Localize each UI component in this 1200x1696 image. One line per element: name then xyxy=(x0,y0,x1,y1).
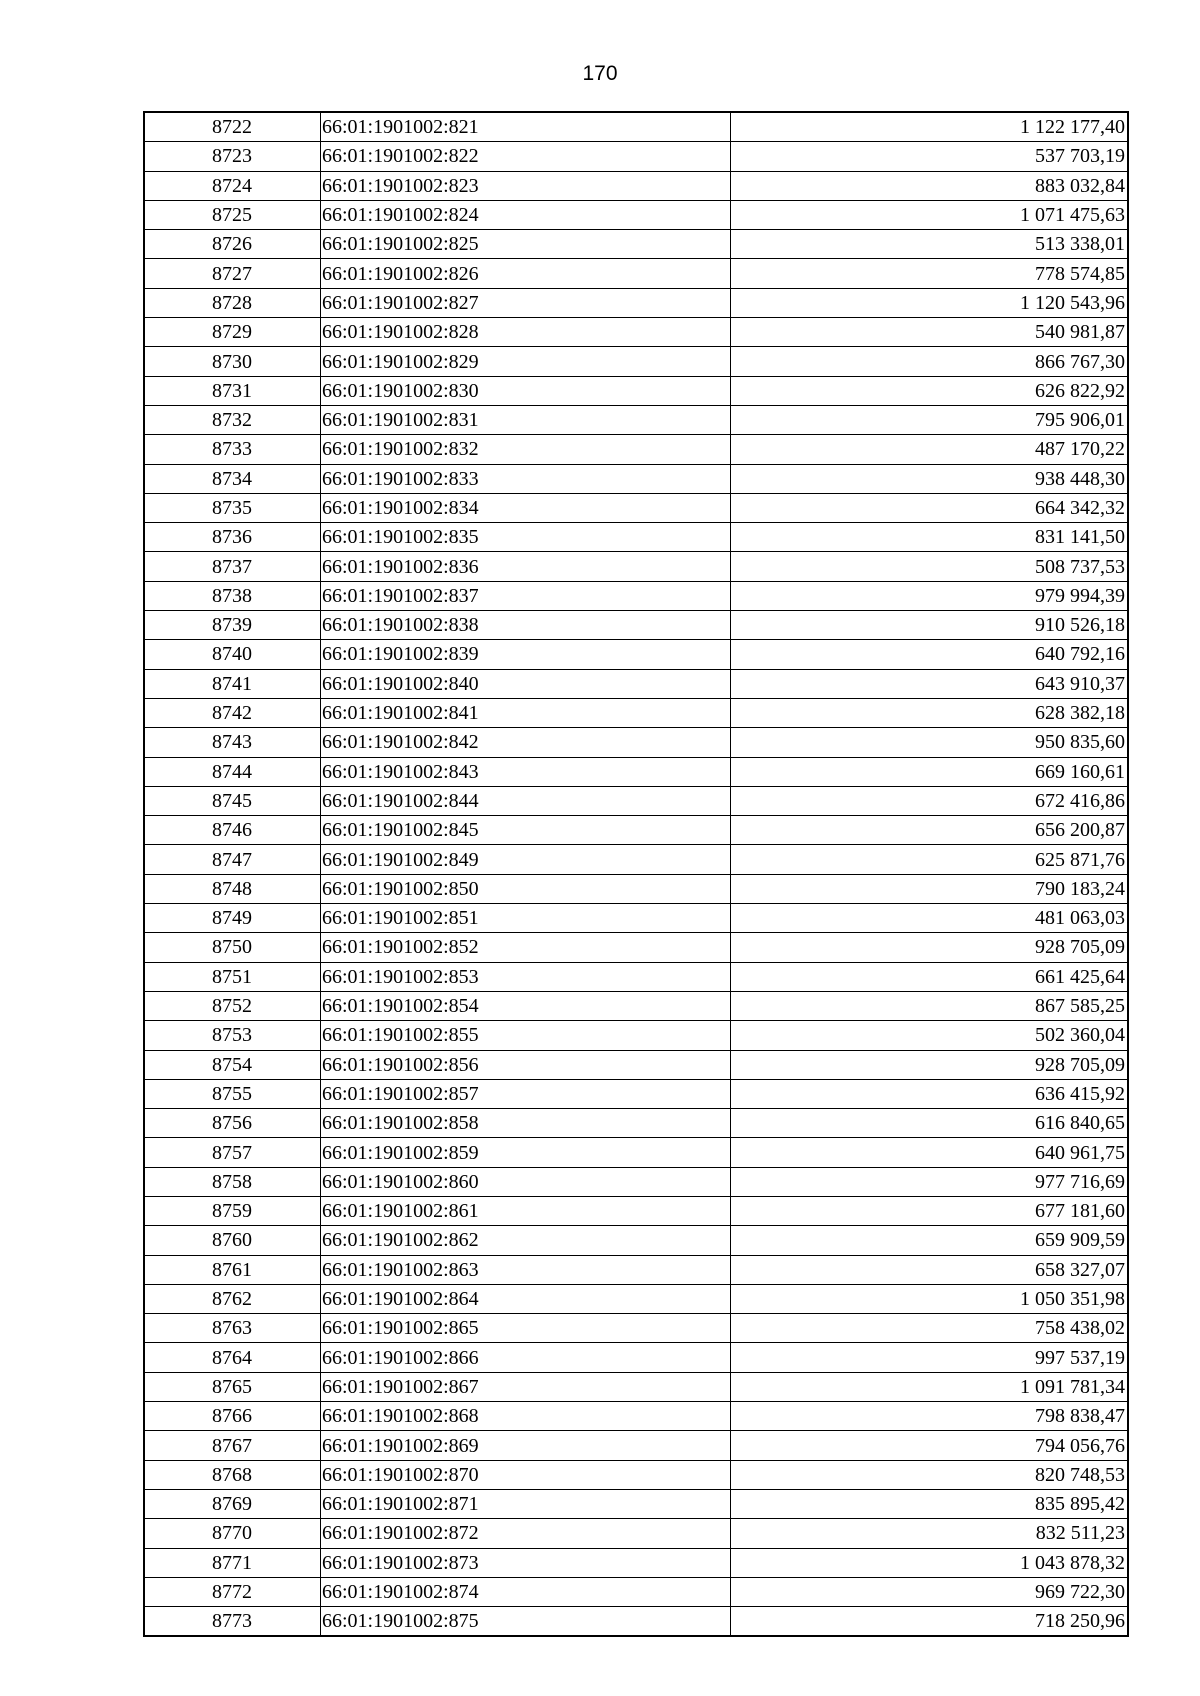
table-row xyxy=(144,1343,1128,1372)
row-number-cell: 8740 xyxy=(144,640,321,669)
row-number-cell: 8758 xyxy=(144,1167,321,1196)
table-row xyxy=(144,288,1128,317)
row-number-cell: 8761 xyxy=(144,1255,321,1284)
row-number-cell: 8754 xyxy=(144,1050,321,1079)
row-number-cell: 8722 xyxy=(144,112,321,142)
row-number-cell: 8742 xyxy=(144,698,321,727)
cadastral-number-cell: 66:01:1901002:845 xyxy=(321,816,731,845)
cadastral-value-cell: 832 511,23 xyxy=(731,1519,1129,1548)
cadastral-value-cell: 1 122 177,40 xyxy=(731,112,1129,142)
cadastral-number-cell: 66:01:1901002:865 xyxy=(321,1314,731,1343)
table-row xyxy=(144,1255,1128,1284)
table-row xyxy=(144,112,1128,142)
row-number-cell: 8755 xyxy=(144,1079,321,1108)
row-number-cell: 8763 xyxy=(144,1314,321,1343)
row-number-cell: 8752 xyxy=(144,991,321,1020)
cadastral-value-cell: 508 737,53 xyxy=(731,552,1129,581)
table-row xyxy=(144,493,1128,522)
row-number-cell: 8757 xyxy=(144,1138,321,1167)
cadastral-number-cell: 66:01:1901002:857 xyxy=(321,1079,731,1108)
row-number-cell: 8748 xyxy=(144,874,321,903)
row-number-cell: 8743 xyxy=(144,728,321,757)
cadastral-number-cell: 66:01:1901002:827 xyxy=(321,288,731,317)
cadastral-value-cell: 643 910,37 xyxy=(731,669,1129,698)
cadastral-number-cell: 66:01:1901002:864 xyxy=(321,1284,731,1313)
cadastral-number-cell: 66:01:1901002:841 xyxy=(321,698,731,727)
page-number: 170 xyxy=(582,62,618,85)
cadastral-value-cell: 656 200,87 xyxy=(731,816,1129,845)
table-row xyxy=(144,1372,1128,1401)
row-number-cell: 8747 xyxy=(144,845,321,874)
table-row xyxy=(144,845,1128,874)
cadastral-number-cell: 66:01:1901002:850 xyxy=(321,874,731,903)
cadastral-value-cell: 540 981,87 xyxy=(731,318,1129,347)
cadastral-number-cell: 66:01:1901002:854 xyxy=(321,991,731,1020)
row-number-cell: 8767 xyxy=(144,1431,321,1460)
cadastral-value-cell: 1 050 351,98 xyxy=(731,1284,1129,1313)
cadastral-value-cell: 677 181,60 xyxy=(731,1196,1129,1225)
row-number-cell: 8726 xyxy=(144,230,321,259)
table-row xyxy=(144,611,1128,640)
cadastral-number-cell: 66:01:1901002:840 xyxy=(321,669,731,698)
table-row xyxy=(144,991,1128,1020)
cadastral-number-cell: 66:01:1901002:863 xyxy=(321,1255,731,1284)
table-row xyxy=(144,1226,1128,1255)
row-number-cell: 8725 xyxy=(144,200,321,229)
table-row xyxy=(144,1519,1128,1548)
table-row xyxy=(144,874,1128,903)
cadastral-value-cell: 910 526,18 xyxy=(731,611,1129,640)
row-number-cell: 8746 xyxy=(144,816,321,845)
cadastral-number-cell: 66:01:1901002:870 xyxy=(321,1460,731,1489)
cadastral-number-cell: 66:01:1901002:861 xyxy=(321,1196,731,1225)
cadastral-value-cell: 718 250,96 xyxy=(731,1607,1129,1637)
row-number-cell: 8749 xyxy=(144,904,321,933)
row-number-cell: 8730 xyxy=(144,347,321,376)
cadastral-number-cell: 66:01:1901002:855 xyxy=(321,1021,731,1050)
cadastral-number-cell: 66:01:1901002:853 xyxy=(321,962,731,991)
cadastral-number-cell: 66:01:1901002:835 xyxy=(321,523,731,552)
cadastral-number-cell: 66:01:1901002:872 xyxy=(321,1519,731,1548)
cadastral-value-cell: 664 342,32 xyxy=(731,493,1129,522)
table-row xyxy=(144,728,1128,757)
row-number-cell: 8770 xyxy=(144,1519,321,1548)
cadastral-number-cell: 66:01:1901002:839 xyxy=(321,640,731,669)
row-number-cell: 8764 xyxy=(144,1343,321,1372)
cadastral-number-cell: 66:01:1901002:822 xyxy=(321,142,731,171)
row-number-cell: 8736 xyxy=(144,523,321,552)
row-number-cell: 8772 xyxy=(144,1577,321,1606)
cadastral-value-cell: 997 537,19 xyxy=(731,1343,1129,1372)
cadastral-value-cell: 798 838,47 xyxy=(731,1402,1129,1431)
table-row xyxy=(144,347,1128,376)
cadastral-value-cell: 487 170,22 xyxy=(731,435,1129,464)
cadastral-value-cell: 513 338,01 xyxy=(731,230,1129,259)
cadastral-number-cell: 66:01:1901002:851 xyxy=(321,904,731,933)
cadastral-value-cell: 640 961,75 xyxy=(731,1138,1129,1167)
cadastral-value-cell: 1 043 878,32 xyxy=(731,1548,1129,1577)
cadastral-value-cell: 659 909,59 xyxy=(731,1226,1129,1255)
cadastral-number-cell: 66:01:1901002:868 xyxy=(321,1402,731,1431)
cadastral-number-cell: 66:01:1901002:843 xyxy=(321,757,731,786)
table-row xyxy=(144,1402,1128,1431)
table-row xyxy=(144,142,1128,171)
cadastral-value-cell: 669 160,61 xyxy=(731,757,1129,786)
cadastral-value-cell: 1 091 781,34 xyxy=(731,1372,1129,1401)
row-number-cell: 8756 xyxy=(144,1109,321,1138)
row-number-cell: 8723 xyxy=(144,142,321,171)
cadastral-number-cell: 66:01:1901002:875 xyxy=(321,1607,731,1637)
cadastral-value-cell: 950 835,60 xyxy=(731,728,1129,757)
cadastral-number-cell: 66:01:1901002:874 xyxy=(321,1577,731,1606)
cadastral-number-cell: 66:01:1901002:825 xyxy=(321,230,731,259)
row-number-cell: 8731 xyxy=(144,376,321,405)
cadastral-value-cell: 537 703,19 xyxy=(731,142,1129,171)
cadastral-value-cell: 616 840,65 xyxy=(731,1109,1129,1138)
table-row xyxy=(144,200,1128,229)
table-row xyxy=(144,581,1128,610)
cadastral-number-cell: 66:01:1901002:824 xyxy=(321,200,731,229)
table-row xyxy=(144,1138,1128,1167)
cadastral-number-cell: 66:01:1901002:842 xyxy=(321,728,731,757)
cadastral-value-cell: 969 722,30 xyxy=(731,1577,1129,1606)
table-row xyxy=(144,1460,1128,1489)
cadastral-number-cell: 66:01:1901002:826 xyxy=(321,259,731,288)
cadastral-value-cell: 794 056,76 xyxy=(731,1431,1129,1460)
cadastral-number-cell: 66:01:1901002:836 xyxy=(321,552,731,581)
cadastral-value-cell: 866 767,30 xyxy=(731,347,1129,376)
cadastral-number-cell: 66:01:1901002:859 xyxy=(321,1138,731,1167)
row-number-cell: 8735 xyxy=(144,493,321,522)
cadastral-number-cell: 66:01:1901002:849 xyxy=(321,845,731,874)
row-number-cell: 8765 xyxy=(144,1372,321,1401)
cadastral-value-cell: 628 382,18 xyxy=(731,698,1129,727)
cadastral-value-cell: 481 063,03 xyxy=(731,904,1129,933)
row-number-cell: 8760 xyxy=(144,1226,321,1255)
table-row xyxy=(144,1109,1128,1138)
table-row xyxy=(144,757,1128,786)
table-row xyxy=(144,1548,1128,1577)
cadastral-value-cell: 928 705,09 xyxy=(731,1050,1129,1079)
row-number-cell: 8744 xyxy=(144,757,321,786)
table-row xyxy=(144,1021,1128,1050)
cadastral-value-cell: 1 071 475,63 xyxy=(731,200,1129,229)
cadastral-value-cell: 502 360,04 xyxy=(731,1021,1129,1050)
cadastral-value-cell: 820 748,53 xyxy=(731,1460,1129,1489)
cadastral-number-cell: 66:01:1901002:852 xyxy=(321,933,731,962)
table-row xyxy=(144,1607,1128,1637)
row-number-cell: 8734 xyxy=(144,464,321,493)
table-row xyxy=(144,376,1128,405)
cadastral-value-cell: 979 994,39 xyxy=(731,581,1129,610)
table-row xyxy=(144,786,1128,815)
table-row xyxy=(144,1314,1128,1343)
cadastral-value-cell: 640 792,16 xyxy=(731,640,1129,669)
table-row xyxy=(144,318,1128,347)
table-row xyxy=(144,464,1128,493)
cadastral-number-cell: 66:01:1901002:858 xyxy=(321,1109,731,1138)
cadastral-number-cell: 66:01:1901002:862 xyxy=(321,1226,731,1255)
row-number-cell: 8724 xyxy=(144,171,321,200)
row-number-cell: 8759 xyxy=(144,1196,321,1225)
cadastral-value-cell: 636 415,92 xyxy=(731,1079,1129,1108)
table-row xyxy=(144,405,1128,434)
row-number-cell: 8732 xyxy=(144,405,321,434)
table-row xyxy=(144,1079,1128,1108)
cadastral-value-cell: 1 120 543,96 xyxy=(731,288,1129,317)
cadastral-number-cell: 66:01:1901002:867 xyxy=(321,1372,731,1401)
table-row xyxy=(144,259,1128,288)
cadastral-number-cell: 66:01:1901002:866 xyxy=(321,1343,731,1372)
row-number-cell: 8733 xyxy=(144,435,321,464)
cadastral-value-cell: 625 871,76 xyxy=(731,845,1129,874)
row-number-cell: 8745 xyxy=(144,786,321,815)
row-number-cell: 8750 xyxy=(144,933,321,962)
cadastral-number-cell: 66:01:1901002:830 xyxy=(321,376,731,405)
table-row xyxy=(144,1196,1128,1225)
row-number-cell: 8762 xyxy=(144,1284,321,1313)
table-row xyxy=(144,933,1128,962)
table-row xyxy=(144,816,1128,845)
table-row xyxy=(144,1167,1128,1196)
row-number-cell: 8727 xyxy=(144,259,321,288)
cadastral-number-cell: 66:01:1901002:838 xyxy=(321,611,731,640)
row-number-cell: 8741 xyxy=(144,669,321,698)
row-number-cell: 8739 xyxy=(144,611,321,640)
row-number-cell: 8753 xyxy=(144,1021,321,1050)
cadastral-number-cell: 66:01:1901002:833 xyxy=(321,464,731,493)
cadastral-number-cell: 66:01:1901002:832 xyxy=(321,435,731,464)
cadastral-value-cell: 977 716,69 xyxy=(731,1167,1129,1196)
cadastral-value-table xyxy=(143,111,1129,1637)
cadastral-value-cell: 938 448,30 xyxy=(731,464,1129,493)
table-row xyxy=(144,1284,1128,1313)
row-number-cell: 8766 xyxy=(144,1402,321,1431)
cadastral-value-cell: 658 327,07 xyxy=(731,1255,1129,1284)
row-number-cell: 8771 xyxy=(144,1548,321,1577)
cadastral-value-cell: 758 438,02 xyxy=(731,1314,1129,1343)
cadastral-number-cell: 66:01:1901002:829 xyxy=(321,347,731,376)
cadastral-number-cell: 66:01:1901002:831 xyxy=(321,405,731,434)
cadastral-value-cell: 778 574,85 xyxy=(731,259,1129,288)
row-number-cell: 8751 xyxy=(144,962,321,991)
table-row xyxy=(144,1050,1128,1079)
table-row xyxy=(144,698,1128,727)
cadastral-value-cell: 928 705,09 xyxy=(731,933,1129,962)
table-row xyxy=(144,435,1128,464)
table-row xyxy=(144,1577,1128,1606)
table-row xyxy=(144,962,1128,991)
cadastral-number-cell: 66:01:1901002:873 xyxy=(321,1548,731,1577)
cadastral-value-cell: 867 585,25 xyxy=(731,991,1129,1020)
cadastral-value-cell: 626 822,92 xyxy=(731,376,1129,405)
cadastral-number-cell: 66:01:1901002:869 xyxy=(321,1431,731,1460)
cadastral-value-cell: 883 032,84 xyxy=(731,171,1129,200)
cadastral-value-cell: 795 906,01 xyxy=(731,405,1129,434)
cadastral-number-cell: 66:01:1901002:871 xyxy=(321,1489,731,1518)
table-row xyxy=(144,904,1128,933)
row-number-cell: 8728 xyxy=(144,288,321,317)
table-row xyxy=(144,230,1128,259)
cadastral-value-cell: 672 416,86 xyxy=(731,786,1129,815)
cadastral-number-cell: 66:01:1901002:823 xyxy=(321,171,731,200)
cadastral-value-cell: 835 895,42 xyxy=(731,1489,1129,1518)
row-number-cell: 8737 xyxy=(144,552,321,581)
row-number-cell: 8769 xyxy=(144,1489,321,1518)
cadastral-number-cell: 66:01:1901002:821 xyxy=(321,112,731,142)
cadastral-number-cell: 66:01:1901002:834 xyxy=(321,493,731,522)
table-row xyxy=(144,552,1128,581)
table-row xyxy=(144,171,1128,200)
row-number-cell: 8729 xyxy=(144,318,321,347)
table-row xyxy=(144,669,1128,698)
cadastral-number-cell: 66:01:1901002:828 xyxy=(321,318,731,347)
cadastral-value-cell: 831 141,50 xyxy=(731,523,1129,552)
table-row xyxy=(144,523,1128,552)
row-number-cell: 8773 xyxy=(144,1607,321,1637)
cadastral-number-cell: 66:01:1901002:837 xyxy=(321,581,731,610)
table-row xyxy=(144,640,1128,669)
table-row xyxy=(144,1431,1128,1460)
table-row xyxy=(144,1489,1128,1518)
cadastral-number-cell: 66:01:1901002:860 xyxy=(321,1167,731,1196)
row-number-cell: 8768 xyxy=(144,1460,321,1489)
cadastral-value-cell: 790 183,24 xyxy=(731,874,1129,903)
cadastral-value-cell: 661 425,64 xyxy=(731,962,1129,991)
cadastral-number-cell: 66:01:1901002:844 xyxy=(321,786,731,815)
row-number-cell: 8738 xyxy=(144,581,321,610)
cadastral-number-cell: 66:01:1901002:856 xyxy=(321,1050,731,1079)
table-body xyxy=(144,112,1128,1636)
